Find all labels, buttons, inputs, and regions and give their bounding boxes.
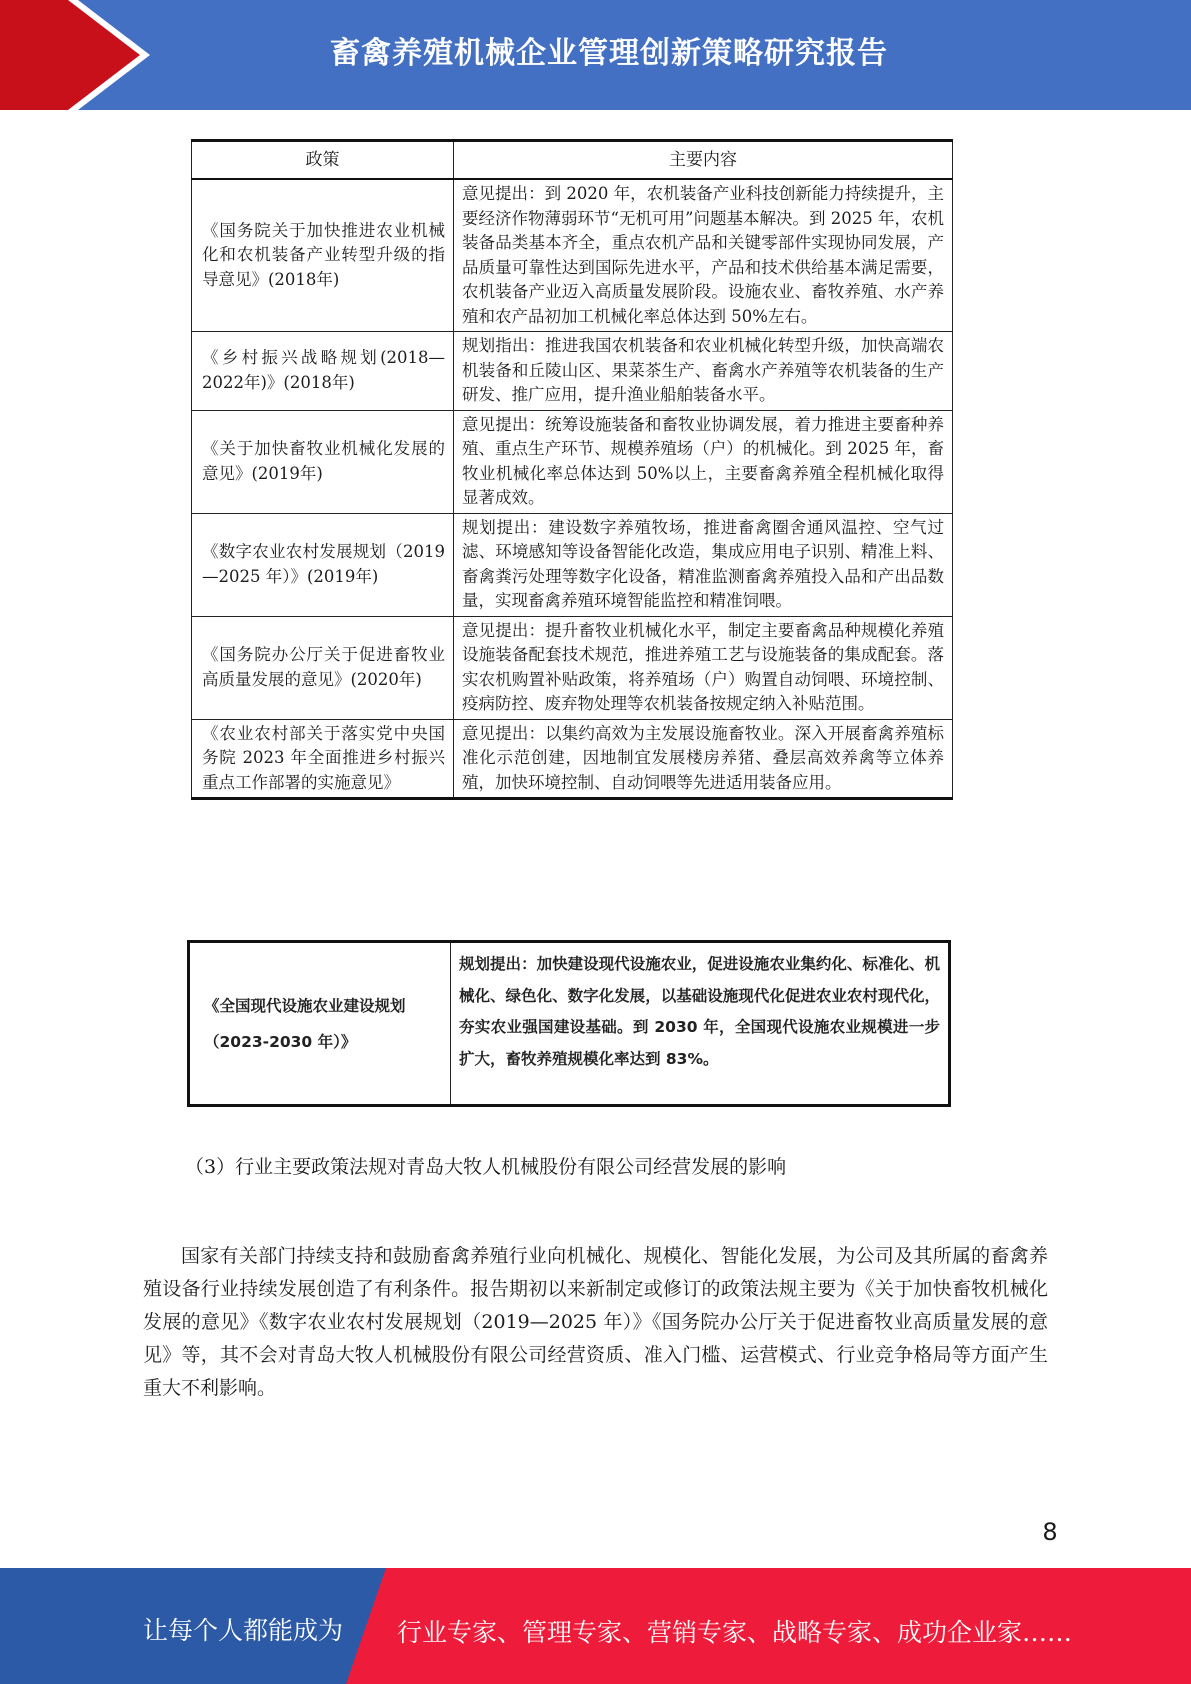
policy-cell: 《关于加快畜牧业机械化发展的意见》(2019年) xyxy=(192,410,454,513)
content-cell: 意见提出：统筹设施装备和畜牧业协调发展，着力推进主要畜种养殖、重点生产环节、规模养殖场（户）的机械化。到 2025 年，畜牧业机械化率总体达到 50%以上，主要畜禽养殖全程机械化取得显著成效。 xyxy=(454,410,953,513)
plan-table xyxy=(187,940,951,1107)
page-footer xyxy=(0,1568,1191,1684)
policy-table xyxy=(191,139,953,800)
content-cell: 规划提出：建设数字养殖牧场，推进畜禽圈舍通风温控、空气过滤、环境感知等设备智能化改造，集成应用电子识别、精准上料、畜禽粪污处理等数字化设备，精准监测畜禽养殖投入品和产出品数量，实现畜禽养殖环境智能监控和精准饲喂。 xyxy=(454,513,953,616)
policy-cell: 《农业农村部关于落实党中央国务院 2023 年全面推进乡村振兴重点工作部署的实施意见》 xyxy=(192,719,454,799)
table-row xyxy=(192,513,953,616)
content-cell: 规划提出：加快建设现代设施农业，促进设施农业集约化、标准化、机械化、绿色化、数字化发展，以基础设施现代化促进农业农村现代化，夯实农业强国建设基础。到 2030 年，全国现代设施农业规模进一步扩大，畜牧养殖规模化率达到 83%。 xyxy=(451,942,950,1106)
content-cell: 意见提出：提升畜牧业机械化水平，制定主要畜禽品种规模化养殖设施装备配套技术规范，推进养殖工艺与设施装备的集成配套。落实农机购置补贴政策，将养殖场（户）购置自动饲喂、环境控制、疫病防控、废弃物处理等农机装备按规定纳入补贴范围。 xyxy=(454,616,953,719)
content-cell: 意见提出：到 2020 年，农机装备产业科技创新能力持续提升，主要经济作物薄弱环节“无机可用”问题基本解决。到 2025 年，农机装备品类基本齐全，重点农机产品和关键零部件实现协同发展，产品质量可靠性达到国际先进水平，产品和技术供给基本满足需要，农机装备产业迈入高质量发展阶段。设施农业、畜牧养殖、水产养殖和农产品初加工机械化率总体达到 50%左右。 xyxy=(454,179,953,332)
body-paragraph: 国家有关部门持续支持和鼓励畜禽养殖行业向机械化、规模化、智能化发展，为公司及其所属的畜禽养殖设备行业持续发展创造了有利条件。报告期初以来新制定或修订的政策法规主要为《关于加快畜牧机械化发展的意见》《数字农业农村发展规划（2019—2025 年）》《国务院办公厅关于促进畜牧业高质量发展的意见》等，其不会对青岛大牧人机械股份有限公司经营资质、准入门槛、运营模式、行业竞争格局等方面产生重大不利影响。 xyxy=(143,1245,1048,1399)
table-row xyxy=(192,179,953,332)
table-row xyxy=(189,942,950,1106)
table-row xyxy=(192,410,953,513)
content-cell: 规划指出：推进我国农机装备和农业机械化转型升级，加快高端农机装备和丘陵山区、果菜茶生产、畜禽水产养殖等农机装备的生产研发、推广应用，提升渔业船舶装备水平。 xyxy=(454,332,953,411)
table-row xyxy=(192,332,953,411)
table-header-row xyxy=(192,141,953,180)
section-subheading: （3）行业主要政策法规对青岛大牧人机械股份有限公司经营发展的影响 xyxy=(185,1156,787,1178)
policy-cell: 《数字农业农村发展规划（2019—2025 年）》(2019年) xyxy=(192,513,454,616)
content-cell: 意见提出：以集约高效为主发展设施畜牧业。深入开展畜禽养殖标准化示范创建，因地制宜发展楼房养猪、叠层高效养禽等立体养殖，加快环境控制、自动饲喂等先进适用装备应用。 xyxy=(454,719,953,799)
table-row xyxy=(192,616,953,719)
table-row xyxy=(192,719,953,799)
header-arrow-icon xyxy=(0,0,142,110)
policy-cell: 《全国现代设施农业建设规划（2023-2030 年）》 xyxy=(189,942,451,1106)
footer-slogan-left: 让每个人都能成为 xyxy=(143,1616,344,1645)
header-title: 畜禽养殖机械企业管理创新策略研究报告 xyxy=(330,36,888,71)
page-number: 8 xyxy=(1042,1518,1058,1546)
page-header xyxy=(0,0,1191,110)
footer-slogan-right: 行业专家、管理专家、营销专家、战略专家、成功企业家…… xyxy=(397,1618,1073,1647)
policy-cell: 《乡村振兴战略规划(2018—2022年)》(2018年) xyxy=(192,332,454,411)
column-header-content: 主要内容 xyxy=(454,141,953,180)
policy-cell: 《国务院关于加快推进农业机械化和农机装备产业转型升级的指导意见》(2018年) xyxy=(192,179,454,332)
policy-cell: 《国务院办公厅关于促进畜牧业高质量发展的意见》(2020年) xyxy=(192,616,454,719)
column-header-policy: 政策 xyxy=(192,141,454,180)
